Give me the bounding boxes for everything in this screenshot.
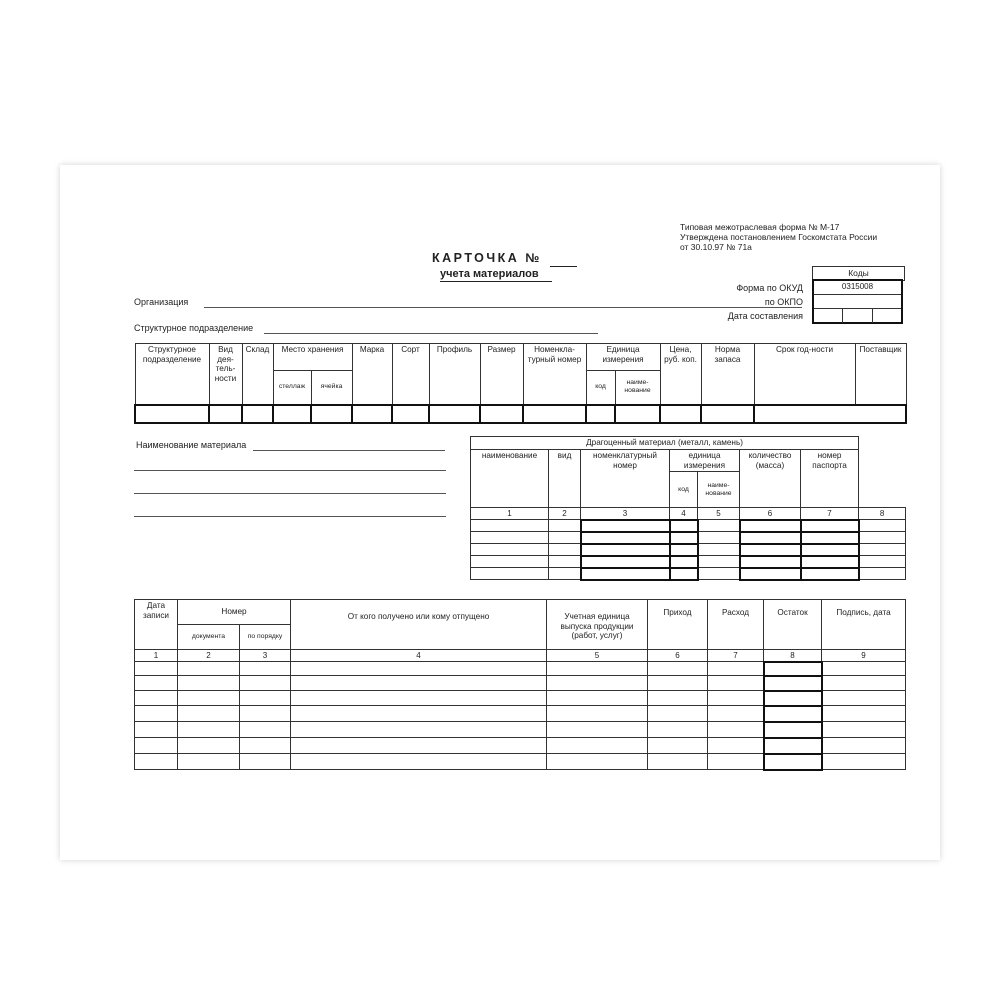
cell-entry[interactable] <box>698 556 740 568</box>
cell-entry[interactable] <box>698 520 740 532</box>
material-details-table <box>134 343 907 424</box>
cell-entry[interactable] <box>135 738 178 754</box>
column-number: 6 <box>648 650 708 662</box>
column-number: 5 <box>547 650 648 662</box>
material-name-field-4[interactable] <box>134 516 446 517</box>
cell-entry[interactable] <box>240 706 291 722</box>
cell-entry[interactable] <box>581 520 670 532</box>
cell-entry[interactable] <box>392 405 429 423</box>
cell-entry[interactable] <box>859 544 906 556</box>
cell-entry[interactable] <box>698 544 740 556</box>
material-name-label: Наименование материала <box>136 440 247 450</box>
col-extra <box>859 437 906 508</box>
cell-entry[interactable] <box>822 738 906 754</box>
cell-entry[interactable] <box>740 568 801 580</box>
cell-entry[interactable] <box>291 722 547 738</box>
cell-entry[interactable] <box>429 405 480 423</box>
cell-entry[interactable] <box>708 738 764 754</box>
cell-entry[interactable] <box>135 691 178 706</box>
col-pm-passport: номер паспорта <box>801 450 859 508</box>
col-balance: Остаток <box>764 600 822 650</box>
cell-entry[interactable] <box>471 556 549 568</box>
codes-box <box>812 279 903 324</box>
col-price: Цена, руб. коп. <box>660 344 701 405</box>
cell-entry[interactable] <box>240 691 291 706</box>
cell-entry[interactable] <box>670 568 698 580</box>
col-accounting-unit: Учетная единица выпуска продукции (работ, услуг) <box>547 600 648 650</box>
card-number-line[interactable] <box>550 266 577 267</box>
department-label: Структурное подразделение <box>134 323 254 333</box>
col-pm-unit-name: наиме-нование <box>698 472 740 508</box>
col-stock-norm: Норма запаса <box>701 344 754 405</box>
col-pm-quantity: количество (масса) <box>740 450 801 508</box>
cell-entry[interactable] <box>764 691 822 706</box>
cell-entry[interactable] <box>178 662 240 676</box>
cell-entry[interactable] <box>581 556 670 568</box>
col-brand: Марка <box>352 344 392 405</box>
col-activity: Вид дея-тель-ности <box>209 344 242 405</box>
cell-entry[interactable] <box>240 754 291 770</box>
okud-label: Форма по ОКУД <box>736 283 803 293</box>
cell-entry[interactable] <box>764 738 822 754</box>
cell-entry[interactable] <box>764 722 822 738</box>
cell-entry[interactable] <box>291 691 547 706</box>
column-number: 1 <box>135 650 178 662</box>
cell-entry[interactable] <box>648 676 708 691</box>
cell-entry[interactable] <box>822 662 906 676</box>
cell-entry[interactable] <box>754 405 906 423</box>
col-supplier: Поставщик <box>855 344 906 405</box>
col-pm-name: наименование <box>471 450 549 508</box>
codes-header: Коды <box>812 266 905 281</box>
date-label: Дата составления <box>727 311 803 321</box>
okud-value[interactable]: 0315008 <box>814 281 901 295</box>
organization-field[interactable] <box>204 307 802 308</box>
cell-entry[interactable] <box>549 556 581 568</box>
cell-entry[interactable] <box>291 706 547 722</box>
cell-entry[interactable] <box>549 520 581 532</box>
cell-entry[interactable] <box>549 532 581 544</box>
cell-entry[interactable] <box>801 556 859 568</box>
cell-entry[interactable] <box>822 691 906 706</box>
cell-entry[interactable] <box>822 722 906 738</box>
cell-entry[interactable] <box>135 676 178 691</box>
column-number: 8 <box>764 650 822 662</box>
column-number: 7 <box>708 650 764 662</box>
col-record-date: Дата записи <box>135 600 178 650</box>
cell-entry[interactable] <box>708 722 764 738</box>
column-number: 5 <box>698 508 740 520</box>
cell-entry[interactable] <box>240 738 291 754</box>
column-number: 3 <box>240 650 291 662</box>
cell-entry[interactable] <box>178 691 240 706</box>
cell-entry[interactable] <box>291 676 547 691</box>
cell-entry[interactable] <box>822 706 906 722</box>
cell-entry[interactable] <box>859 532 906 544</box>
cell-entry[interactable] <box>523 405 586 423</box>
cell-entry[interactable] <box>586 405 615 423</box>
cell-entry[interactable] <box>273 405 311 423</box>
cell-entry[interactable] <box>242 405 273 423</box>
cell-entry[interactable] <box>178 738 240 754</box>
cell-entry[interactable] <box>135 722 178 738</box>
col-number: Номер <box>178 600 291 625</box>
cell-entry[interactable] <box>670 544 698 556</box>
cell-entry[interactable] <box>859 568 906 580</box>
cell-entry[interactable] <box>648 738 708 754</box>
col-expense: Расход <box>708 600 764 650</box>
col-size: Размер <box>480 344 523 405</box>
cell-entry[interactable] <box>764 754 822 770</box>
cell-entry[interactable] <box>547 722 648 738</box>
col-item-number: Номенкла-турный номер <box>523 344 586 405</box>
cell-entry[interactable] <box>648 722 708 738</box>
form-sheet <box>60 165 940 860</box>
cell-entry[interactable] <box>178 754 240 770</box>
date-divider-1 <box>842 309 843 323</box>
column-number: 1 <box>471 508 549 520</box>
column-number: 3 <box>581 508 670 520</box>
col-pm-unit-code: код <box>670 472 698 508</box>
cell-entry[interactable] <box>240 662 291 676</box>
cell-entry[interactable] <box>764 706 822 722</box>
column-number: 2 <box>178 650 240 662</box>
column-number: 7 <box>801 508 859 520</box>
cell-entry[interactable] <box>547 738 648 754</box>
form-note-line-2: Утверждена постановлением Госкомстата России <box>680 232 878 242</box>
cell-entry[interactable] <box>648 662 708 676</box>
cell-entry[interactable] <box>740 544 801 556</box>
col-rack: стеллаж <box>273 371 311 405</box>
cell-entry[interactable] <box>471 568 549 580</box>
precious-material-table <box>470 436 906 581</box>
cell-entry[interactable] <box>822 676 906 691</box>
okpo-label: по ОКПО <box>764 297 803 307</box>
cell-entry[interactable] <box>549 544 581 556</box>
cell-entry[interactable] <box>708 676 764 691</box>
cell-entry[interactable] <box>708 662 764 676</box>
col-profile: Профиль <box>429 344 480 405</box>
cell-entry[interactable] <box>708 691 764 706</box>
col-pm-type: вид <box>549 450 581 508</box>
cell-entry[interactable] <box>291 754 547 770</box>
col-storage-place: Место хранения <box>273 344 352 371</box>
col-from-to: От кого получено или кому отпущено <box>291 600 547 650</box>
cell-entry[interactable] <box>648 706 708 722</box>
cell-entry[interactable] <box>801 568 859 580</box>
cell-entry[interactable] <box>581 568 670 580</box>
cell-entry[interactable] <box>581 532 670 544</box>
cell-entry[interactable] <box>801 520 859 532</box>
subtitle-underline <box>440 281 552 282</box>
cell-entry[interactable] <box>801 532 859 544</box>
cell-entry[interactable] <box>708 754 764 770</box>
cell-entry[interactable] <box>859 556 906 568</box>
cell-entry[interactable] <box>648 754 708 770</box>
material-name-field-3[interactable] <box>134 493 446 494</box>
cell-entry[interactable] <box>801 544 859 556</box>
column-number: 9 <box>822 650 906 662</box>
form-note-line-1: Типовая межотраслевая форма № М-17 <box>680 222 840 232</box>
cell-entry[interactable] <box>549 568 581 580</box>
material-name-field-2[interactable] <box>134 470 446 471</box>
cell-entry[interactable] <box>740 556 801 568</box>
form-note-line-3: от 30.10.97 № 71а <box>680 242 752 252</box>
col-pm-unit: единица измерения <box>670 450 740 472</box>
cell-entry[interactable] <box>698 568 740 580</box>
cell-entry[interactable] <box>209 405 242 423</box>
column-number: 2 <box>549 508 581 520</box>
cell-entry[interactable] <box>581 544 670 556</box>
card-title: КАРТОЧКА № <box>432 251 542 265</box>
cell-entry[interactable] <box>240 722 291 738</box>
cell-entry[interactable] <box>648 691 708 706</box>
cell-entry[interactable] <box>547 662 648 676</box>
col-pm-item-number: номенклатурный номер <box>581 450 670 508</box>
date-divider-2 <box>872 309 873 323</box>
cell-entry[interactable] <box>471 520 549 532</box>
cell-entry[interactable] <box>859 520 906 532</box>
col-signature-date: Подпись, дата <box>822 600 906 650</box>
cell-entry[interactable] <box>352 405 392 423</box>
cell-entry[interactable] <box>547 676 648 691</box>
department-field[interactable] <box>264 333 598 334</box>
col-sequence-number: по порядку <box>240 625 291 650</box>
col-unit: Единица измерения <box>586 344 660 371</box>
cell-entry[interactable] <box>135 662 178 676</box>
cell-entry[interactable] <box>480 405 523 423</box>
card-subtitle: учета материалов <box>440 268 539 280</box>
cell-entry[interactable] <box>178 676 240 691</box>
cell-entry[interactable] <box>670 520 698 532</box>
col-unit-code: код <box>586 371 615 405</box>
cell-entry[interactable] <box>670 532 698 544</box>
cell-entry[interactable] <box>178 706 240 722</box>
cell-entry[interactable] <box>670 556 698 568</box>
cell-entry[interactable] <box>740 532 801 544</box>
cell-entry[interactable] <box>135 405 209 423</box>
cell-entry[interactable] <box>740 520 801 532</box>
cell-entry[interactable] <box>135 706 178 722</box>
column-number: 4 <box>670 508 698 520</box>
column-number: 4 <box>291 650 547 662</box>
cell-entry[interactable] <box>291 738 547 754</box>
column-number: 6 <box>740 508 801 520</box>
okpo-value[interactable] <box>814 295 901 309</box>
precious-material-header: Драгоценный материал (металл, камень) <box>471 437 859 450</box>
col-warehouse: Склад <box>242 344 273 405</box>
col-grade: Сорт <box>392 344 429 405</box>
cell-entry[interactable] <box>615 405 660 423</box>
cell-entry[interactable] <box>660 405 701 423</box>
cell-entry[interactable] <box>471 532 549 544</box>
cell-entry[interactable] <box>311 405 352 423</box>
cell-entry[interactable] <box>135 754 178 770</box>
col-document-number: документа <box>178 625 240 650</box>
col-shelf-life: Срок год-ности <box>754 344 855 405</box>
movement-log-table <box>134 599 906 771</box>
cell-entry[interactable] <box>178 722 240 738</box>
col-cell: ячейка <box>311 371 352 405</box>
cell-entry[interactable] <box>764 676 822 691</box>
cell-entry[interactable] <box>701 405 754 423</box>
cell-entry[interactable] <box>240 676 291 691</box>
cell-entry[interactable] <box>822 754 906 770</box>
cell-entry[interactable] <box>547 706 648 722</box>
col-receipt: Приход <box>648 600 708 650</box>
cell-entry[interactable] <box>291 662 547 676</box>
col-structural-unit: Структурное подразделение <box>135 344 209 405</box>
cell-entry[interactable] <box>471 544 549 556</box>
cell-entry[interactable] <box>698 532 740 544</box>
organization-label: Организация <box>134 297 189 307</box>
cell-entry[interactable] <box>708 706 764 722</box>
material-name-field-1[interactable] <box>253 450 445 451</box>
cell-entry[interactable] <box>547 691 648 706</box>
cell-entry[interactable] <box>547 754 648 770</box>
cell-entry[interactable] <box>764 662 822 676</box>
col-unit-name: наиме-нование <box>615 371 660 405</box>
column-number: 8 <box>859 508 906 520</box>
